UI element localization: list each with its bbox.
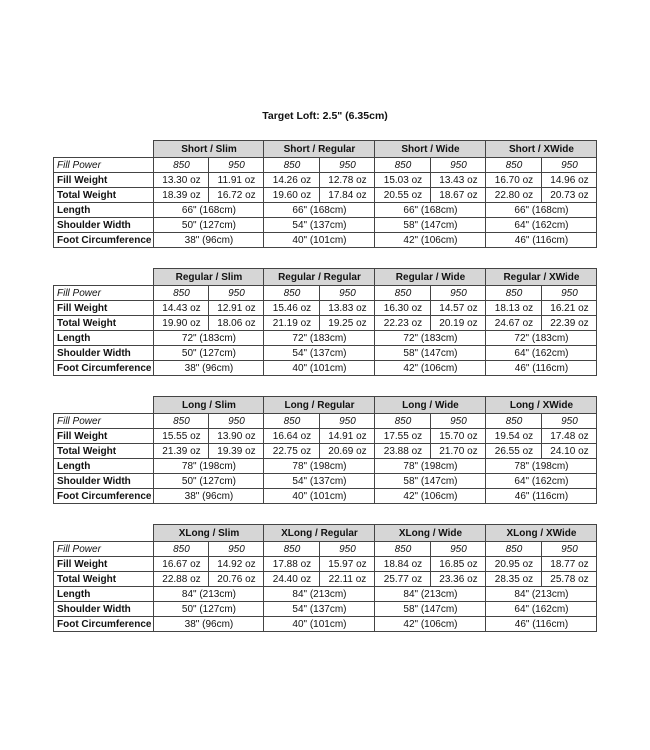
corner-blank xyxy=(54,525,154,542)
length-cell: 66" (168cm) xyxy=(264,203,375,218)
length-row xyxy=(54,587,597,602)
total-weight-cell: 19.60 oz xyxy=(264,188,320,203)
row-label-fill-power: Fill Power xyxy=(54,286,154,301)
total-weight-row xyxy=(54,572,597,587)
row-label-fill-power: Fill Power xyxy=(54,158,154,173)
size-header: Regular / XWide xyxy=(486,269,597,286)
length-cell: 66" (168cm) xyxy=(154,203,264,218)
total-weight-cell: 22.23 oz xyxy=(375,316,431,331)
fill-power-cell: 950 xyxy=(431,414,486,429)
length-cell: 78" (198cm) xyxy=(154,459,264,474)
total-weight-cell: 21.39 oz xyxy=(154,444,209,459)
fill-power-cell: 950 xyxy=(542,542,597,557)
size-header: XLong / Regular xyxy=(264,525,375,542)
fill-power-cell: 950 xyxy=(431,542,486,557)
fill-weight-cell: 12.91 oz xyxy=(209,301,264,316)
row-label-shoulder-width: Shoulder Width xyxy=(54,346,154,361)
fill-weight-cell: 12.78 oz xyxy=(320,173,375,188)
fill-power-cell: 850 xyxy=(264,542,320,557)
fill-power-cell: 850 xyxy=(375,542,431,557)
fill-power-cell: 950 xyxy=(542,158,597,173)
fill-weight-cell: 15.03 oz xyxy=(375,173,431,188)
foot-circumference-cell: 38" (96cm) xyxy=(154,233,264,248)
total-weight-cell: 22.80 oz xyxy=(486,188,542,203)
total-weight-cell: 24.40 oz xyxy=(264,572,320,587)
fill-power-cell: 850 xyxy=(154,286,209,301)
shoulder-width-cell: 58" (147cm) xyxy=(375,474,486,489)
shoulder-width-cell: 50" (127cm) xyxy=(154,346,264,361)
shoulder-width-cell: 54" (137cm) xyxy=(264,346,375,361)
length-cell: 78" (198cm) xyxy=(486,459,597,474)
size-header: Regular / Regular xyxy=(264,269,375,286)
length-row xyxy=(54,459,597,474)
shoulder-width-cell: 64" (162cm) xyxy=(486,474,597,489)
row-label-shoulder-width: Shoulder Width xyxy=(54,602,154,617)
corner-blank xyxy=(54,141,154,158)
fill-weight-row xyxy=(54,301,597,316)
shoulder-width-cell: 54" (137cm) xyxy=(264,474,375,489)
total-weight-cell: 18.67 oz xyxy=(431,188,486,203)
fill-weight-row xyxy=(54,557,597,572)
size-header-row xyxy=(54,397,597,414)
fill-power-cell: 950 xyxy=(209,286,264,301)
size-header-row xyxy=(54,269,597,286)
size-header: Regular / Slim xyxy=(154,269,264,286)
total-weight-cell: 21.19 oz xyxy=(264,316,320,331)
total-weight-row xyxy=(54,188,597,203)
fill-power-cell: 850 xyxy=(375,414,431,429)
foot-circumference-row xyxy=(54,617,597,632)
size-header: Long / Wide xyxy=(375,397,486,414)
foot-circumference-cell: 40" (101cm) xyxy=(264,617,375,632)
fill-weight-cell: 17.48 oz xyxy=(542,429,597,444)
foot-circumference-row xyxy=(54,361,597,376)
row-label-fill-power: Fill Power xyxy=(54,414,154,429)
fill-weight-row xyxy=(54,173,597,188)
size-header-row xyxy=(54,525,597,542)
fill-weight-cell: 15.46 oz xyxy=(264,301,320,316)
foot-circumference-cell: 40" (101cm) xyxy=(264,233,375,248)
fill-weight-cell: 19.54 oz xyxy=(486,429,542,444)
fill-weight-cell: 18.13 oz xyxy=(486,301,542,316)
total-weight-cell: 23.36 oz xyxy=(431,572,486,587)
fill-power-row xyxy=(54,158,597,173)
total-weight-cell: 19.90 oz xyxy=(154,316,209,331)
length-cell: 78" (198cm) xyxy=(375,459,486,474)
total-weight-cell: 24.10 oz xyxy=(542,444,597,459)
fill-weight-cell: 17.55 oz xyxy=(375,429,431,444)
row-label-fill-weight: Fill Weight xyxy=(54,301,154,316)
fill-weight-cell: 18.84 oz xyxy=(375,557,431,572)
foot-circumference-cell: 40" (101cm) xyxy=(264,489,375,504)
shoulder-width-row xyxy=(54,602,597,617)
fill-power-row xyxy=(54,542,597,557)
fill-power-cell: 950 xyxy=(209,542,264,557)
shoulder-width-cell: 64" (162cm) xyxy=(486,218,597,233)
row-label-fill-weight: Fill Weight xyxy=(54,429,154,444)
fill-weight-cell: 20.95 oz xyxy=(486,557,542,572)
length-cell: 84" (213cm) xyxy=(375,587,486,602)
fill-power-cell: 850 xyxy=(154,158,209,173)
fill-weight-cell: 14.92 oz xyxy=(209,557,264,572)
fill-weight-cell: 18.77 oz xyxy=(542,557,597,572)
shoulder-width-cell: 58" (147cm) xyxy=(375,346,486,361)
total-weight-cell: 20.55 oz xyxy=(375,188,431,203)
fill-power-cell: 850 xyxy=(486,414,542,429)
foot-circumference-cell: 42" (106cm) xyxy=(375,233,486,248)
fill-weight-cell: 13.30 oz xyxy=(154,173,209,188)
total-weight-cell: 16.72 oz xyxy=(209,188,264,203)
shoulder-width-cell: 64" (162cm) xyxy=(486,602,597,617)
row-label-shoulder-width: Shoulder Width xyxy=(54,474,154,489)
total-weight-cell: 23.88 oz xyxy=(375,444,431,459)
row-label-foot-circumference: Foot Circumference xyxy=(54,617,154,632)
length-cell: 84" (213cm) xyxy=(486,587,597,602)
foot-circumference-cell: 42" (106cm) xyxy=(375,489,486,504)
total-weight-cell: 26.55 oz xyxy=(486,444,542,459)
fill-weight-cell: 17.88 oz xyxy=(264,557,320,572)
fill-power-cell: 950 xyxy=(542,286,597,301)
length-row xyxy=(54,331,597,346)
row-label-length: Length xyxy=(54,459,154,474)
size-header: Long / Regular xyxy=(264,397,375,414)
length-cell: 66" (168cm) xyxy=(486,203,597,218)
total-weight-cell: 22.88 oz xyxy=(154,572,209,587)
row-label-fill-power: Fill Power xyxy=(54,542,154,557)
fill-power-row xyxy=(54,286,597,301)
length-cell: 72" (183cm) xyxy=(486,331,597,346)
size-header: Long / XWide xyxy=(486,397,597,414)
total-weight-cell: 19.25 oz xyxy=(320,316,375,331)
total-weight-cell: 22.11 oz xyxy=(320,572,375,587)
fill-weight-cell: 16.70 oz xyxy=(486,173,542,188)
fill-power-cell: 950 xyxy=(320,286,375,301)
fill-power-cell: 850 xyxy=(264,158,320,173)
foot-circumference-cell: 42" (106cm) xyxy=(375,361,486,376)
fill-power-cell: 850 xyxy=(264,414,320,429)
shoulder-width-cell: 64" (162cm) xyxy=(486,346,597,361)
size-spec-table xyxy=(53,140,597,248)
fill-weight-cell: 13.90 oz xyxy=(209,429,264,444)
total-weight-cell: 18.06 oz xyxy=(209,316,264,331)
total-weight-cell: 22.39 oz xyxy=(542,316,597,331)
row-label-foot-circumference: Foot Circumference xyxy=(54,233,154,248)
fill-weight-cell: 14.57 oz xyxy=(431,301,486,316)
shoulder-width-cell: 54" (137cm) xyxy=(264,602,375,617)
shoulder-width-row xyxy=(54,474,597,489)
total-weight-row xyxy=(54,316,597,331)
fill-weight-cell: 16.64 oz xyxy=(264,429,320,444)
total-weight-cell: 20.73 oz xyxy=(542,188,597,203)
foot-circumference-cell: 46" (116cm) xyxy=(486,361,597,376)
shoulder-width-cell: 58" (147cm) xyxy=(375,218,486,233)
row-label-length: Length xyxy=(54,203,154,218)
fill-weight-cell: 14.26 oz xyxy=(264,173,320,188)
fill-power-cell: 950 xyxy=(320,414,375,429)
fill-power-cell: 850 xyxy=(486,286,542,301)
total-weight-row xyxy=(54,444,597,459)
corner-blank xyxy=(54,397,154,414)
total-weight-cell: 20.19 oz xyxy=(431,316,486,331)
size-header: Long / Slim xyxy=(154,397,264,414)
row-label-foot-circumference: Foot Circumference xyxy=(54,489,154,504)
total-weight-cell: 20.69 oz xyxy=(320,444,375,459)
shoulder-width-cell: 58" (147cm) xyxy=(375,602,486,617)
size-header: XLong / Slim xyxy=(154,525,264,542)
size-spec-table xyxy=(53,396,597,504)
fill-power-cell: 850 xyxy=(375,158,431,173)
shoulder-width-cell: 50" (127cm) xyxy=(154,602,264,617)
fill-power-cell: 950 xyxy=(320,542,375,557)
fill-weight-cell: 15.97 oz xyxy=(320,557,375,572)
fill-weight-cell: 16.85 oz xyxy=(431,557,486,572)
shoulder-width-cell: 50" (127cm) xyxy=(154,474,264,489)
total-weight-cell: 21.70 oz xyxy=(431,444,486,459)
size-header: Short / XWide xyxy=(486,141,597,158)
length-cell: 72" (183cm) xyxy=(154,331,264,346)
total-weight-cell: 25.77 oz xyxy=(375,572,431,587)
size-spec-table xyxy=(53,268,597,376)
row-label-foot-circumference: Foot Circumference xyxy=(54,361,154,376)
fill-power-cell: 950 xyxy=(431,158,486,173)
length-cell: 66" (168cm) xyxy=(375,203,486,218)
total-weight-cell: 28.35 oz xyxy=(486,572,542,587)
foot-circumference-row xyxy=(54,489,597,504)
total-weight-cell: 19.39 oz xyxy=(209,444,264,459)
total-weight-cell: 20.76 oz xyxy=(209,572,264,587)
total-weight-cell: 25.78 oz xyxy=(542,572,597,587)
shoulder-width-cell: 50" (127cm) xyxy=(154,218,264,233)
length-row xyxy=(54,203,597,218)
fill-power-cell: 950 xyxy=(209,158,264,173)
length-cell: 84" (213cm) xyxy=(154,587,264,602)
fill-weight-cell: 13.83 oz xyxy=(320,301,375,316)
size-header: Short / Regular xyxy=(264,141,375,158)
total-weight-cell: 22.75 oz xyxy=(264,444,320,459)
fill-weight-cell: 11.91 oz xyxy=(209,173,264,188)
fill-power-cell: 850 xyxy=(486,542,542,557)
row-label-total-weight: Total Weight xyxy=(54,572,154,587)
fill-weight-cell: 14.91 oz xyxy=(320,429,375,444)
fill-weight-cell: 16.67 oz xyxy=(154,557,209,572)
size-header-row xyxy=(54,141,597,158)
length-cell: 72" (183cm) xyxy=(375,331,486,346)
fill-weight-cell: 15.70 oz xyxy=(431,429,486,444)
fill-weight-row xyxy=(54,429,597,444)
size-header: Short / Wide xyxy=(375,141,486,158)
size-header: XLong / XWide xyxy=(486,525,597,542)
shoulder-width-row xyxy=(54,218,597,233)
fill-weight-cell: 16.21 oz xyxy=(542,301,597,316)
shoulder-width-cell: 54" (137cm) xyxy=(264,218,375,233)
foot-circumference-cell: 38" (96cm) xyxy=(154,489,264,504)
row-label-length: Length xyxy=(54,587,154,602)
row-label-fill-weight: Fill Weight xyxy=(54,557,154,572)
foot-circumference-cell: 46" (116cm) xyxy=(486,233,597,248)
size-header: Regular / Wide xyxy=(375,269,486,286)
fill-weight-cell: 13.43 oz xyxy=(431,173,486,188)
shoulder-width-row xyxy=(54,346,597,361)
foot-circumference-cell: 42" (106cm) xyxy=(375,617,486,632)
foot-circumference-cell: 46" (116cm) xyxy=(486,489,597,504)
length-cell: 84" (213cm) xyxy=(264,587,375,602)
fill-weight-cell: 15.55 oz xyxy=(154,429,209,444)
length-cell: 78" (198cm) xyxy=(264,459,375,474)
foot-circumference-cell: 46" (116cm) xyxy=(486,617,597,632)
size-header: XLong / Wide xyxy=(375,525,486,542)
fill-power-cell: 850 xyxy=(154,414,209,429)
foot-circumference-row xyxy=(54,233,597,248)
row-label-length: Length xyxy=(54,331,154,346)
corner-blank xyxy=(54,269,154,286)
row-label-total-weight: Total Weight xyxy=(54,188,154,203)
fill-weight-cell: 16.30 oz xyxy=(375,301,431,316)
fill-power-cell: 850 xyxy=(486,158,542,173)
size-header: Short / Slim xyxy=(154,141,264,158)
fill-power-cell: 950 xyxy=(542,414,597,429)
size-spec-table xyxy=(53,524,597,632)
fill-power-row xyxy=(54,414,597,429)
row-label-total-weight: Total Weight xyxy=(54,444,154,459)
foot-circumference-cell: 40" (101cm) xyxy=(264,361,375,376)
total-weight-cell: 24.67 oz xyxy=(486,316,542,331)
total-weight-cell: 18.39 oz xyxy=(154,188,209,203)
fill-power-cell: 950 xyxy=(320,158,375,173)
length-cell: 72" (183cm) xyxy=(264,331,375,346)
row-label-fill-weight: Fill Weight xyxy=(54,173,154,188)
fill-weight-cell: 14.96 oz xyxy=(542,173,597,188)
total-weight-cell: 17.84 oz xyxy=(320,188,375,203)
page-title: Target Loft: 2.5" (6.35cm) xyxy=(262,110,388,122)
fill-power-cell: 950 xyxy=(209,414,264,429)
fill-weight-cell: 14.43 oz xyxy=(154,301,209,316)
fill-power-cell: 950 xyxy=(431,286,486,301)
row-label-total-weight: Total Weight xyxy=(54,316,154,331)
fill-power-cell: 850 xyxy=(375,286,431,301)
row-label-shoulder-width: Shoulder Width xyxy=(54,218,154,233)
foot-circumference-cell: 38" (96cm) xyxy=(154,361,264,376)
fill-power-cell: 850 xyxy=(154,542,209,557)
foot-circumference-cell: 38" (96cm) xyxy=(154,617,264,632)
fill-power-cell: 850 xyxy=(264,286,320,301)
